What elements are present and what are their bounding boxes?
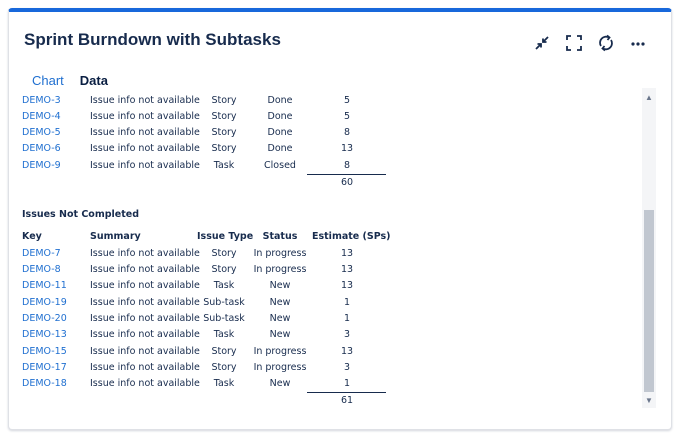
scroll-thumb[interactable] xyxy=(644,210,654,392)
issue-type: Story xyxy=(211,248,237,259)
issue-key-link[interactable]: DEMO-15 xyxy=(22,346,67,357)
table-row xyxy=(22,160,402,174)
table-row xyxy=(22,111,402,125)
issue-status: New xyxy=(269,280,291,291)
vertical-scrollbar[interactable] xyxy=(642,88,656,408)
issue-summary: Issue info not available xyxy=(90,111,200,122)
table-row xyxy=(22,297,402,311)
issue-type: Task xyxy=(213,160,235,171)
table-row xyxy=(22,95,402,109)
tab-data[interactable]: Data xyxy=(79,73,108,88)
issue-status: In progress xyxy=(253,362,307,373)
table-row xyxy=(22,378,402,392)
table-row xyxy=(22,346,402,360)
gadget-actions xyxy=(531,32,649,54)
issue-estimate: 13 xyxy=(340,346,354,357)
total-divider xyxy=(307,392,386,393)
issue-key-link[interactable]: DEMO-4 xyxy=(22,111,61,122)
issue-key-link[interactable]: DEMO-11 xyxy=(22,280,67,291)
issue-summary: Issue info not available xyxy=(90,362,200,373)
issue-estimate: 8 xyxy=(343,127,351,138)
issue-estimate: 1 xyxy=(343,378,351,389)
section-title: Issues Not Completed xyxy=(22,209,140,220)
gadget-title: Sprint Burndown with Subtasks xyxy=(24,30,281,49)
table-row xyxy=(22,127,402,141)
issue-status: In progress xyxy=(253,264,307,275)
issue-summary: Issue info not available xyxy=(90,280,200,291)
table-row xyxy=(22,143,402,157)
total-divider xyxy=(307,174,386,175)
tab-chart[interactable]: Chart xyxy=(32,73,64,88)
issue-key-link[interactable]: DEMO-8 xyxy=(22,264,61,275)
more-icon[interactable] xyxy=(627,32,649,54)
issue-key-link[interactable]: DEMO-19 xyxy=(22,297,67,308)
data-table-scroll[interactable] xyxy=(22,86,642,404)
issue-estimate: 1 xyxy=(343,313,351,324)
issue-type: Story xyxy=(211,346,237,357)
scroll-down-icon[interactable]: ▼ xyxy=(645,395,653,405)
column-header-key: Key xyxy=(22,231,42,242)
completed-total: 60 xyxy=(340,177,354,188)
issue-estimate: 5 xyxy=(343,95,351,106)
issue-type: Sub-task xyxy=(203,297,245,308)
refresh-icon[interactable] xyxy=(595,32,617,54)
issue-summary: Issue info not available xyxy=(90,160,200,171)
issue-status: New xyxy=(269,297,291,308)
issue-type: Task xyxy=(213,378,235,389)
table-row xyxy=(22,264,402,278)
issue-type: Story xyxy=(211,95,237,106)
issue-key-link[interactable]: DEMO-18 xyxy=(22,378,67,389)
issue-estimate: 5 xyxy=(343,111,351,122)
issue-key-link[interactable]: DEMO-13 xyxy=(22,329,67,340)
table-row xyxy=(22,362,402,376)
table-header xyxy=(22,231,402,245)
issue-status: Done xyxy=(267,127,293,138)
issue-summary: Issue info not available xyxy=(90,313,200,324)
issue-key-link[interactable]: DEMO-9 xyxy=(22,160,61,171)
issue-status: Done xyxy=(267,111,293,122)
scroll-up-icon[interactable]: ▲ xyxy=(645,92,653,102)
issue-type: Sub-task xyxy=(203,313,245,324)
issue-summary: Issue info not available xyxy=(90,127,200,138)
issue-summary: Issue info not available xyxy=(90,378,200,389)
issue-status: In progress xyxy=(253,346,307,357)
collapse-icon[interactable] xyxy=(531,32,553,54)
issue-estimate: 3 xyxy=(343,329,351,340)
issue-estimate: 13 xyxy=(340,143,354,154)
issue-key-link[interactable]: DEMO-20 xyxy=(22,313,67,324)
not-completed-total: 61 xyxy=(340,395,354,404)
issue-summary: Issue info not available xyxy=(90,329,200,340)
issue-key-link[interactable]: DEMO-6 xyxy=(22,143,61,154)
issue-summary: Issue info not available xyxy=(90,248,200,259)
column-header-status: Status xyxy=(262,231,298,242)
issue-status: Done xyxy=(267,95,293,106)
table-row xyxy=(22,280,402,294)
issue-key-link[interactable]: DEMO-7 xyxy=(22,248,61,259)
issue-status: In progress xyxy=(253,248,307,259)
issue-estimate: 13 xyxy=(340,264,354,275)
table-row xyxy=(22,248,402,262)
issue-summary: Issue info not available xyxy=(90,297,200,308)
issue-status: Closed xyxy=(264,160,296,171)
table-row xyxy=(22,329,402,343)
issue-summary: Issue info not available xyxy=(90,346,200,357)
issue-type: Task xyxy=(213,329,235,340)
issue-status: New xyxy=(269,329,291,340)
issue-type: Story xyxy=(211,111,237,122)
column-header-summary: Summary xyxy=(90,231,141,242)
issue-type: Story xyxy=(211,362,237,373)
issue-key-link[interactable]: DEMO-17 xyxy=(22,362,67,373)
issue-estimate: 13 xyxy=(340,280,354,291)
issue-type: Task xyxy=(213,280,235,291)
table-row xyxy=(22,313,402,327)
issue-key-link[interactable]: DEMO-5 xyxy=(22,127,61,138)
issue-type: Story xyxy=(211,127,237,138)
issue-estimate: 1 xyxy=(343,297,351,308)
issue-summary: Issue info not available xyxy=(90,95,200,106)
issue-summary: Issue info not available xyxy=(90,264,200,275)
issue-type: Story xyxy=(211,264,237,275)
fullscreen-icon[interactable] xyxy=(563,32,585,54)
issue-estimate: 3 xyxy=(343,362,351,373)
issue-type: Story xyxy=(211,143,237,154)
issue-status: New xyxy=(269,378,291,389)
column-header-type: Issue Type xyxy=(197,231,254,242)
issue-estimate: 8 xyxy=(343,160,351,171)
issue-summary: Issue info not available xyxy=(90,143,200,154)
issue-status: Done xyxy=(267,143,293,154)
issue-key-link[interactable]: DEMO-3 xyxy=(22,95,61,106)
column-header-estimate: Estimate (SPs) xyxy=(312,231,391,242)
issue-status: New xyxy=(269,313,291,324)
issue-estimate: 13 xyxy=(340,248,354,259)
